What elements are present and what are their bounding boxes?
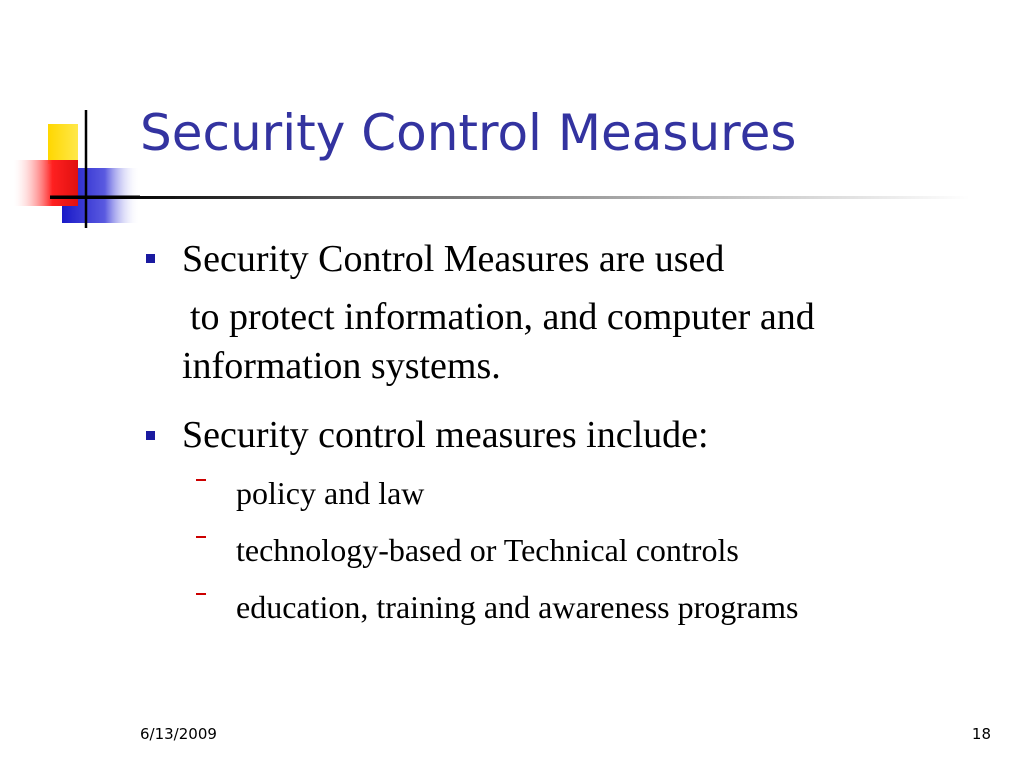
slide-number: 18 (971, 725, 991, 743)
bullet-marker (146, 431, 155, 440)
sub-bullet-marker (196, 479, 206, 481)
red-square (14, 160, 78, 206)
sub-bullet-text: education, training and awareness programs (236, 589, 799, 625)
yellow-square (48, 124, 78, 164)
bullet-marker (146, 254, 155, 263)
slide-title: Security Control Measures (140, 104, 797, 162)
bullet-text-continuation: information systems. (182, 345, 501, 387)
sub-bullet-marker (196, 536, 206, 538)
bullet-text: Security Control Measures are used (182, 238, 725, 280)
sub-bullet-marker (196, 593, 206, 595)
sub-bullet-text: technology-based or Technical controls (236, 532, 739, 568)
title-underline (50, 196, 970, 199)
sub-bullet-text: policy and law (236, 475, 425, 511)
bullet-text-continuation: to protect information, and computer and (190, 296, 815, 338)
footer-date: 6/13/2009 (140, 725, 217, 743)
bullet-text: Security control measures include: (182, 414, 709, 456)
decorative-corner-graphic (0, 0, 160, 240)
